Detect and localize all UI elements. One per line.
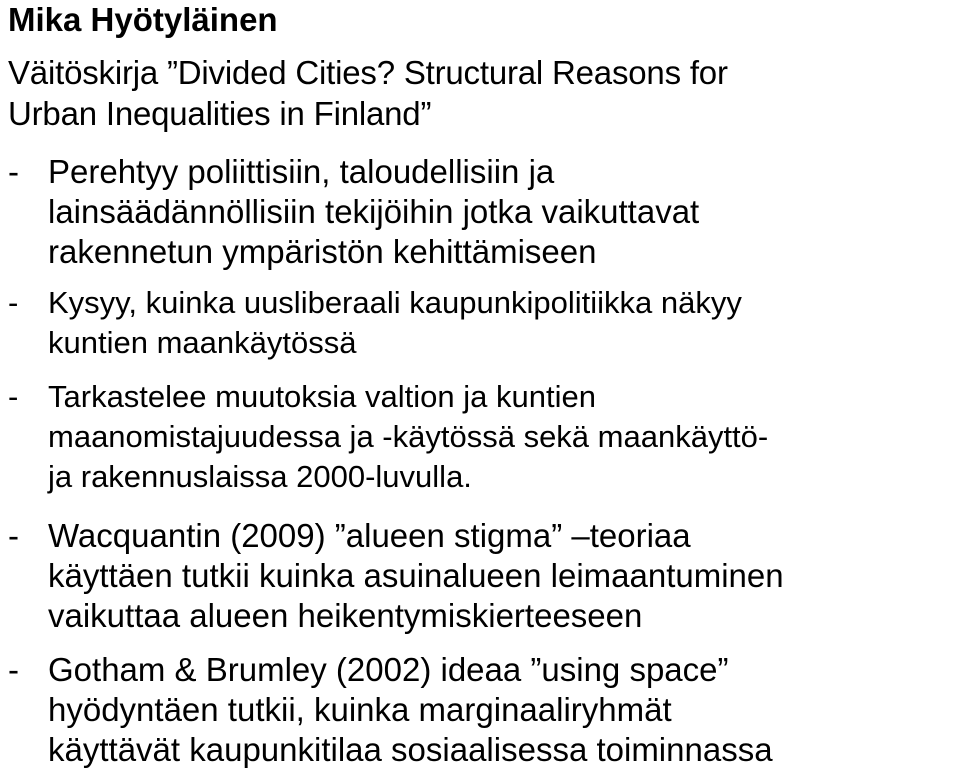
bullet-line: lainsäädännöllisiin tekijöihin jotka vaikuttavat [48,193,700,230]
bullet-line: kuntien maankäytössä [48,325,357,360]
bullet-line: Kysyy, kuinka uusliberaali kaupunkipolitiikka näkyy [48,285,742,320]
dissertation-title-line: Väitöskirja ”Divided Cities? Structural Reasons for [8,54,728,91]
bullet-text [48,283,958,363]
bullet-line: Wacquantin (2009) ”alueen stigma” –teoriaa [48,517,691,554]
bullet-text [48,516,958,636]
bullet-marker: - [8,517,19,554]
bullet-marker: - [8,651,19,688]
bullet-text [48,650,958,770]
bullet-line: ja rakennuslaissa 2000-luvulla. [48,459,472,494]
author-name: Mika Hyötyläinen [8,1,278,38]
bullet-marker: - [8,153,19,190]
bullet-line: käyttäen tutkii kuinka asuinalueen leimaantuminen [48,557,784,594]
bullet-line: hyödyntäen tutkii, kuinka marginaaliryhmät [48,691,672,728]
bullet-line: käyttävät kaupunkitilaa sosiaalisessa toiminnassa [48,731,773,768]
bullet-text [48,152,958,272]
bullet-line: Tarkastelee muutoksia valtion ja kuntien [48,379,596,414]
bullet-line: vaikuttaa alueen heikentymiskierteeseen [48,597,643,634]
bullet-line: maanomistajuudessa ja -käytössä sekä maankäyttö- [48,419,769,454]
dissertation-title-line: Urban Inequalities in Finland” [8,95,432,132]
bullet-marker: - [8,379,19,414]
dissertation-title [8,52,728,134]
bullet-line: rakennetun ympäristön kehittämiseen [48,233,597,270]
bullet-line: Gotham & Brumley (2002) ideaa ”using space” [48,651,729,688]
bullet-line: Perehtyy poliittisiin, taloudellisiin ja [48,153,555,190]
bullet-text [48,377,958,497]
bullet-marker: - [8,285,19,320]
